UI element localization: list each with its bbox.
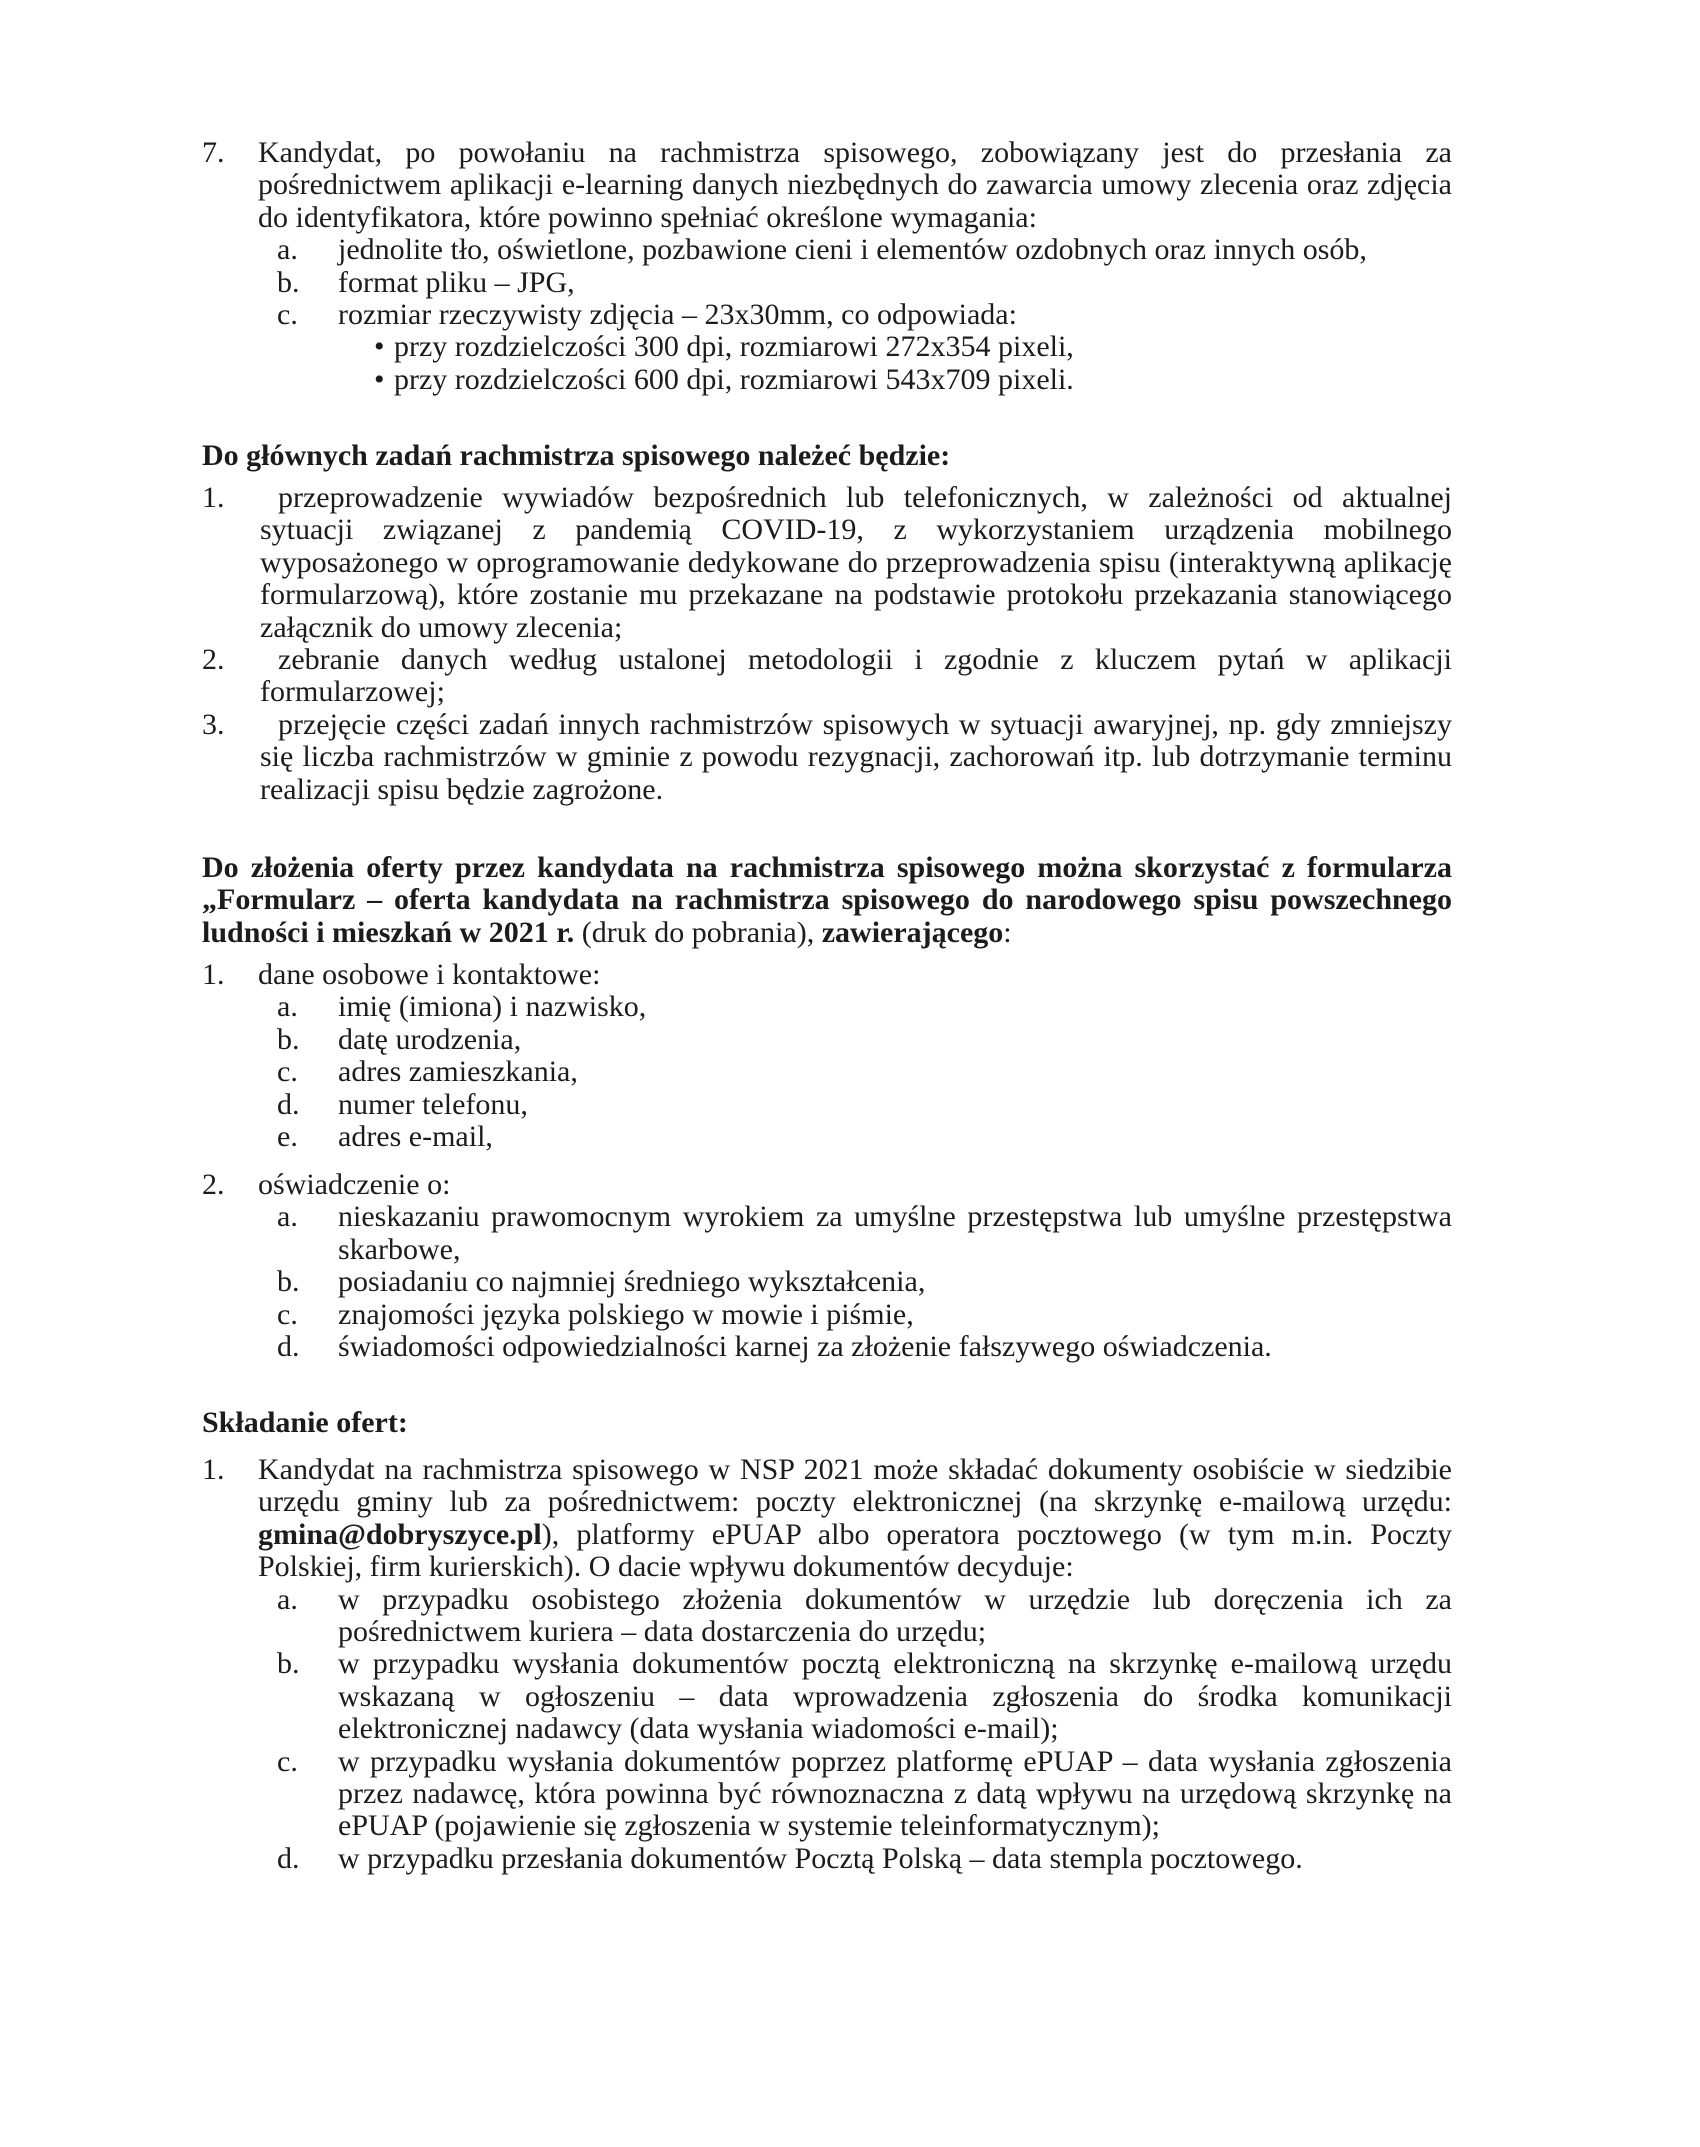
sub-item-letter: d. — [277, 1087, 300, 1121]
sub-item-text: adres e-mail, — [338, 1120, 493, 1154]
sub-item — [202, 1201, 1452, 1266]
item-text: zebranie danych według ustalonej metodologii i zgodnie z kluczem pytań w aplikacji formularzowej; — [260, 643, 1452, 709]
submission-section — [202, 1407, 1452, 1439]
list-item — [202, 709, 1452, 806]
sub-item-letter: b. — [277, 265, 300, 299]
sub-item-text: świadomości odpowiedzialności karnej za złożenie fałszywego oświadczenia. — [338, 1330, 1272, 1364]
section-heading: Składanie ofert: — [202, 1406, 408, 1439]
item-text-continued: ), platformy ePUAP albo operatora pocztowego (w tym m.in. Poczty Polskiej, firm kurierskich). O dacie wpływu dokumentów decyduje: — [258, 1517, 1452, 1584]
form-heading-note: (druk do pobrania), — [574, 915, 822, 949]
item-text: Kandydat, po powołaniu na rachmistrza spisowego, zobowiązany jest do przesłania za pośrednictwem aplikacji e-learning danych niezbędnych do zawarcia umowy zlecenia oraz zdjęcia do identyfikatora, które powinno spełniać określone wymagania: — [258, 136, 1452, 234]
sub-item — [202, 1648, 1452, 1745]
sub-item-letter: c. — [277, 1297, 298, 1331]
office-email-link[interactable]: gmina@dobryszyce.pl — [258, 1517, 542, 1551]
sub-item-text: rozmiar rzeczywisty zdjęcia – 23x30mm, co odpowiada: — [338, 298, 1017, 332]
item-number: 1. — [202, 481, 225, 514]
sub-item-text: w przypadku przesłania dokumentów Pocztą Polską – data stempla pocztowego. — [338, 1841, 1303, 1875]
item-number: 1. — [202, 1453, 225, 1486]
sub-item — [202, 1331, 1452, 1363]
item-number: 2. — [202, 1168, 225, 1201]
list-item — [202, 1454, 1452, 1584]
item-text: przejęcie części zadań innych rachmistrzów spisowych w sytuacji awaryjnej, np. gdy zmniejszy się liczba rachmistrzów w gminie z powodu rezygnacji, zachorowań itp. lub dotrzymanie terminu realizacji spisu będzie zagrożone. — [260, 707, 1452, 806]
section-heading: Do głównych zadań rachmistrza spisowego należeć będzie: — [202, 439, 951, 472]
list-item — [202, 137, 1452, 234]
sub-item-text: imię (imiona) i nazwisko, — [338, 990, 647, 1024]
sub-item — [202, 1121, 1452, 1153]
bullet-text: przy rozdzielczości 300 dpi, rozmiarowi 272x354 pixeli, — [394, 330, 1074, 364]
form-heading-colon: : — [1003, 915, 1012, 949]
item-number: 3. — [202, 707, 225, 741]
list-item — [202, 644, 1452, 709]
sub-item — [202, 267, 1452, 299]
item-number: 1. — [202, 958, 225, 991]
list-item — [202, 959, 1452, 991]
sub-item-text: numer telefonu, — [338, 1087, 528, 1121]
list-item — [202, 482, 1452, 644]
bullet-item — [202, 364, 1452, 396]
form-contents-list-2 — [202, 1169, 1452, 1363]
sub-item — [202, 1584, 1452, 1649]
sub-item — [202, 1056, 1452, 1088]
sub-item-text: posiadaniu co najmniej średniego wykształcenia, — [338, 1265, 926, 1299]
sub-item-text: znajomości języka polskiego w mowie i piśmie, — [338, 1297, 914, 1331]
sub-item-letter: d. — [277, 1330, 300, 1364]
sub-item-letter: e. — [277, 1120, 298, 1154]
sub-item — [202, 1299, 1452, 1331]
bullet-text: przy rozdzielczości 600 dpi, rozmiarowi 543x709 pixeli. — [394, 362, 1074, 396]
item-text: przeprowadzenie wywiadów bezpośrednich lub telefonicznych, w zależności od aktualnej sytuacji związanej z pandemią COVID-19, z wykorzystaniem urządzenia mobilnego wyposażonego w oprogramowanie dedykowane do przeprowadzenia spisu (interaktywną aplikację formularzową), które zostanie mu przekazane na podstawie protokołu przekazania stanowiącego załącznik do umowy zlecenia; — [260, 481, 1452, 644]
sub-item — [202, 991, 1452, 1023]
list-item — [202, 1169, 1452, 1201]
section-heading — [202, 852, 1452, 949]
submission-list — [202, 1454, 1452, 1875]
sub-item-text: w przypadku wysłania dokumentów pocztą elektroniczną na skrzynkę e-mailową urzędu wskazaną w ogłoszeniu – data wprowadzenia zgłoszenia do środka komunikacji elektronicznej nadawcy (data wysłania wiadomości e-mail); — [338, 1647, 1452, 1746]
tasks-list — [202, 482, 1452, 806]
form-heading-bold: Do złożenia oferty przez kandydata na rachmistrza spisowego można skorzystać z formularza „Formularz – oferta kandydata na rachmistrza spisowego do narodowego spisu powszechnego ludności i mieszkań w 2021 r. — [202, 851, 1452, 949]
bullet-icon: • — [374, 330, 385, 364]
bullet-icon: • — [374, 362, 385, 396]
sub-item — [202, 1843, 1452, 1875]
sub-item-text: datę urodzenia, — [338, 1022, 522, 1056]
tasks-section — [202, 440, 1452, 472]
sub-item-letter: c. — [277, 1744, 298, 1778]
sub-item — [202, 1089, 1452, 1121]
sub-item-text: jednolite tło, oświetlone, pozbawione cieni i elementów ozdobnych oraz innych osób, — [338, 233, 1367, 267]
form-contents-list-1 — [202, 959, 1452, 1153]
sub-item — [202, 1746, 1452, 1843]
sub-item-text: w przypadku osobistego złożenia dokumentów w urzędzie lub doręczenia ich za pośrednictwem kuriera – data dostarczenia do urzędu; — [338, 1582, 1452, 1649]
sub-item-letter: c. — [277, 298, 298, 332]
sub-item-text: w przypadku wysłania dokumentów poprzez platformę ePUAP – data wysłania zgłoszenia przez nadawcę, która powinna być równoznaczna z datą wpływu na urzędową skrzynkę na ePUAP (pojawienie się zgłoszenia w systemie teleinformatycznym); — [338, 1744, 1452, 1843]
photo-requirements-section — [202, 137, 1452, 396]
sub-item-letter: a. — [277, 990, 298, 1024]
bullet-item — [202, 331, 1452, 363]
form-section — [202, 852, 1452, 949]
sub-item-letter: a. — [277, 1200, 298, 1234]
form-heading-bold-end: zawierającego — [821, 915, 1004, 949]
sub-item-letter: a. — [277, 1582, 298, 1616]
sub-item-text: adres zamieszkania, — [338, 1055, 578, 1089]
sub-item-letter: c. — [277, 1055, 298, 1089]
sub-item-letter: b. — [277, 1647, 300, 1681]
sub-item-letter: d. — [277, 1841, 300, 1875]
item-text: dane osobowe i kontaktowe: — [258, 958, 601, 991]
sub-item-text: nieskazaniu prawomocnym wyrokiem za umyślne przestępstwa lub umyślne przestępstwa skarbowe, — [338, 1200, 1452, 1266]
sub-item — [202, 1024, 1452, 1056]
item-text: oświadczenie o: — [258, 1168, 451, 1201]
sub-item — [202, 299, 1452, 331]
sub-item — [202, 1266, 1452, 1298]
item-text: Kandydat na rachmistrza spisowego w NSP 2021 może składać dokumenty osobiście w siedzibie urzędu gminy lub za pośrednictwem: poczty elektronicznej (na skrzynkę e-mailową urzędu: — [258, 1453, 1452, 1519]
item-number: 2. — [202, 643, 225, 677]
item-number: 7. — [202, 136, 225, 169]
sub-item-text: format pliku – JPG, — [338, 265, 575, 299]
sub-item — [202, 234, 1452, 266]
sub-item-letter: b. — [277, 1022, 300, 1056]
sub-item-letter: b. — [277, 1265, 300, 1299]
sub-item-letter: a. — [277, 233, 298, 267]
